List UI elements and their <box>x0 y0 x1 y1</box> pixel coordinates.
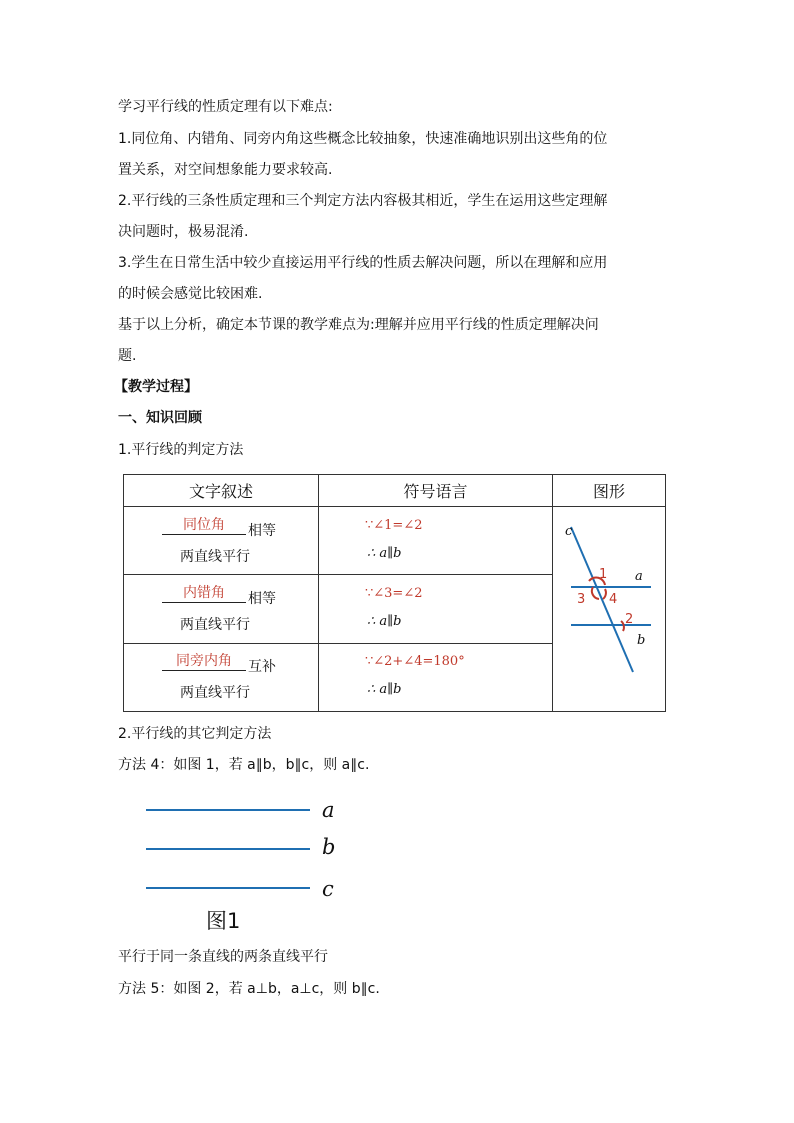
table-row <box>124 507 666 575</box>
difficulty-2-line1: 2.平行线的三条性质定理和三个判定方法内容极其相近，学生在运用这些定理解 <box>118 193 608 209</box>
label-angle-4: 4 <box>609 592 618 607</box>
symbolic-premise: ∵∠2+∠4=180° <box>365 654 465 670</box>
difficulty-3-line1: 3.学生在日常生活中较少直接运用平行线的性质去解决问题，所以在理解和应用 <box>118 255 608 271</box>
symbolic-premise: ∵∠3=∠2 <box>365 585 423 601</box>
difficulty-1-line2: 置关系，对空间想象能力要求较高. <box>118 162 333 178</box>
label-angle-1: 1 <box>599 567 608 582</box>
label-angle-2: 2 <box>625 612 634 627</box>
method-4-text: 方法 4：如图 1，若 a∥b，b∥c，则 a∥c. <box>118 757 370 773</box>
subheading-other-methods: 2.平行线的其它判定方法 <box>118 726 272 742</box>
conclusion-difficulty-line2: 题. <box>118 348 137 364</box>
conclusion-text: 两直线平行 <box>180 685 250 702</box>
judgment-table <box>123 474 666 712</box>
subheading-judgment-methods: 1.平行线的判定方法 <box>118 442 244 458</box>
intro-text: 学习平行线的性质定理有以下难点: <box>118 99 333 115</box>
answer-blank: 同位角 <box>162 516 246 535</box>
label-b: b <box>637 633 646 648</box>
symbolic-conclusion: ∴ a∥b <box>367 613 402 629</box>
header-text-description: 文字叙述 <box>124 475 319 507</box>
header-symbolic-language: 符号语言 <box>319 475 553 507</box>
answer-blank: 内错角 <box>162 584 246 603</box>
label-a: a <box>322 798 335 822</box>
section-knowledge-review: 一、知识回顾 <box>118 410 202 426</box>
figure-1 <box>140 790 360 940</box>
label-c: c <box>565 524 573 539</box>
difficulty-1-line1: 1.同位角、内错角、同旁内角这些概念比较抽象，快速准确地识别出这些角的位 <box>118 131 608 147</box>
label-c: c <box>322 877 334 901</box>
conclusion-text: 两直线平行 <box>180 548 250 565</box>
parallel-conclusion: 平行于同一条直线的两条直线平行 <box>118 949 328 965</box>
section-teaching-process: 【教学过程】 <box>114 379 198 395</box>
header-figure: 图形 <box>553 475 666 507</box>
figure-cell <box>553 507 666 712</box>
answer-blank: 同旁内角 <box>162 652 246 671</box>
angle-arc-4 <box>603 589 606 599</box>
figure-caption: 图1 <box>206 909 241 933</box>
condition-word: 相等 <box>248 590 276 607</box>
symbolic-premise: ∵∠1=∠2 <box>365 517 423 533</box>
difficulty-3-line2: 的时候会感觉比较困难. <box>118 286 263 302</box>
label-angle-3: 3 <box>577 592 586 607</box>
method-5-text: 方法 5：如图 2，若 a⊥b，a⊥c，则 b∥c. <box>118 981 380 997</box>
difficulty-2-line2: 决问题时，极易混淆. <box>118 224 249 240</box>
conclusion-text: 两直线平行 <box>180 616 250 633</box>
transversal-figure <box>553 507 665 707</box>
symbolic-conclusion: ∴ a∥b <box>367 682 402 698</box>
conclusion-difficulty-line1: 基于以上分析，确定本节课的教学难点为:理解并应用平行线的性质定理解决问 <box>118 317 599 333</box>
condition-word: 互补 <box>248 659 276 676</box>
label-a: a <box>635 569 643 584</box>
condition-word: 相等 <box>248 522 276 539</box>
symbolic-conclusion: ∴ a∥b <box>367 545 402 561</box>
label-b: b <box>322 835 336 859</box>
